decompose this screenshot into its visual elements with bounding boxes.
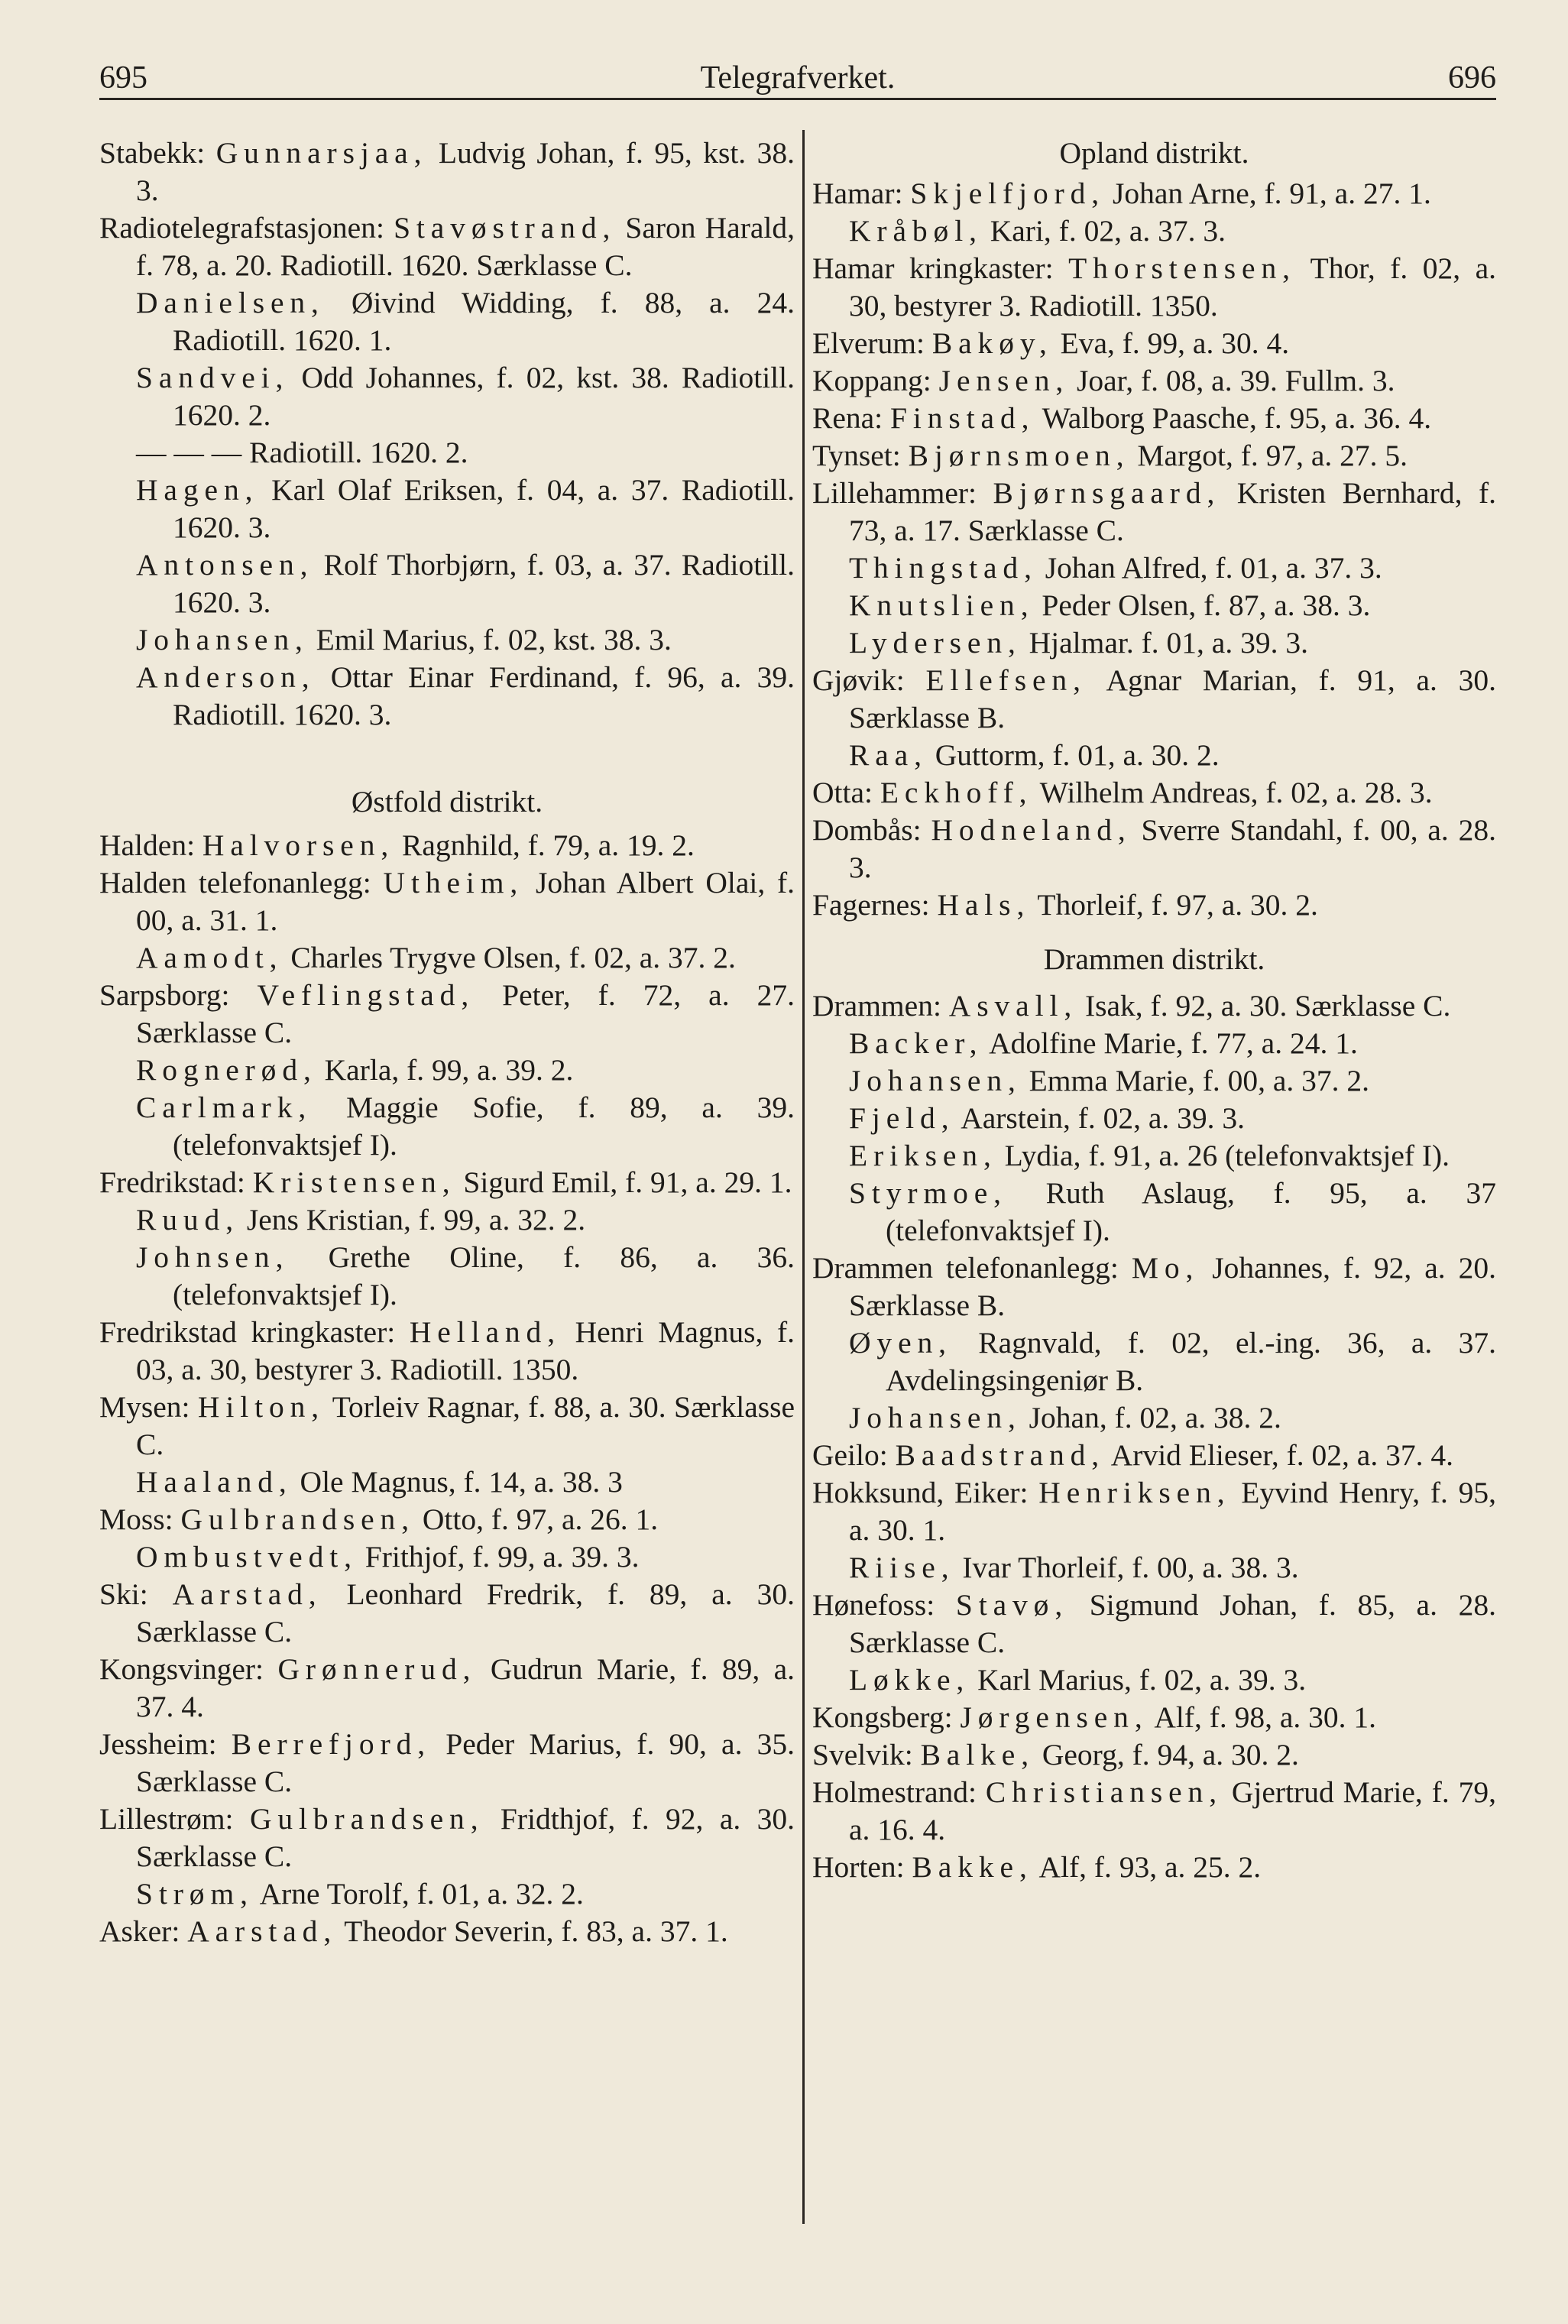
entry-details: Eva, f. 99, a. 30. 4.: [1060, 326, 1290, 360]
entry: [99, 1463, 795, 1501]
entry: [812, 1699, 1496, 1736]
entry-surname: Øyen,: [849, 1326, 952, 1360]
header-rule: [99, 98, 1496, 100]
entry-details: Rolf Thorbjørn, f. 03, a. 37. Radiotill. 1620. 3.: [173, 548, 795, 619]
entry-place: Halden:: [99, 828, 196, 862]
entry: [812, 325, 1496, 362]
entry: [812, 737, 1496, 774]
entry-surname: Strøm,: [136, 1877, 254, 1911]
entry-place: Hamar kringkaster:: [812, 251, 1054, 285]
entry-place: Moss:: [99, 1502, 173, 1536]
entry-details: Margot, f. 97, a. 27. 5.: [1137, 439, 1408, 472]
entry-place: Hokksund, Eiker:: [812, 1476, 1029, 1509]
entry-details: Ludvig Johan, f. 95, kst. 38. 3.: [136, 136, 795, 207]
entry-place: Otta:: [812, 776, 873, 809]
entry: [812, 1399, 1496, 1437]
entry-surname: Gulbrandsen,: [180, 1502, 415, 1536]
entry-surname: Aamodt,: [136, 941, 283, 974]
entry-place: Jessheim:: [99, 1727, 217, 1761]
entry-details: Sverre Standahl, f. 00, a. 28. 3.: [849, 813, 1496, 884]
entry-place: Rena:: [812, 401, 883, 435]
entry: [812, 1549, 1496, 1587]
entry: [812, 987, 1496, 1025]
entry: [99, 864, 795, 939]
entry-details: Gjertrud Marie, f. 79, a. 16. 4.: [849, 1775, 1496, 1846]
entry-surname: Bjørnsmoen,: [908, 439, 1130, 472]
entry: [99, 1089, 795, 1164]
entry-place: Fredrikstad kringkaster:: [99, 1315, 396, 1349]
entry: [99, 1239, 795, 1314]
entry-surname: Løkke,: [849, 1663, 970, 1697]
entry-surname: Halvorsen,: [202, 828, 395, 862]
entry-details: Johan Albert Olai, f. 00, a. 31. 1.: [136, 866, 795, 937]
entry-details: Johan, f. 02, a. 38. 2.: [1029, 1401, 1281, 1434]
entry-details: Leonhard Fredrik, f. 89, a. 30. Særklasse C.: [136, 1577, 795, 1648]
entry-details: Hjalmar. f. 01, a. 39. 3.: [1029, 626, 1308, 660]
entry-details: Georg, f. 94, a. 30. 2.: [1042, 1738, 1299, 1771]
entry-details: Kari, f. 02, a. 37. 3.: [990, 214, 1226, 248]
entry-surname: Gunnarsjaa,: [215, 136, 428, 170]
entry-details: Lydia, f. 91, a. 26 (telefonvaktsjef I).: [1004, 1139, 1450, 1172]
entry-surname: Anderson,: [136, 660, 316, 694]
entry-surname: Lydersen,: [849, 626, 1022, 660]
entry-details: Ragnvald, f. 02, el.-ing. 36, a. 37. Avdelingsingeniør B.: [886, 1326, 1496, 1397]
entry-surname: Johansen,: [849, 1064, 1022, 1097]
section-heading-opland: Opland distrikt.: [1059, 136, 1249, 170]
entry-surname: Gulbrandsen,: [249, 1802, 484, 1836]
entry: [99, 1501, 795, 1538]
entry-surname: Aarstad,: [172, 1577, 322, 1611]
entry-surname: Asvall,: [948, 989, 1078, 1023]
entry-surname: Bjørnsgaard,: [993, 476, 1221, 510]
entry: [812, 1661, 1496, 1699]
entry-surname: Balke,: [920, 1738, 1035, 1771]
entry-details: Ragnhild, f. 79, a. 19. 2.: [402, 828, 695, 862]
entry-surname: Utheim,: [383, 866, 524, 899]
entry-details: Agnar Marian, f. 91, a. 30. Særklasse B.: [849, 663, 1497, 734]
entry: [99, 1801, 795, 1875]
entry-surname: Haaland,: [136, 1465, 293, 1499]
entry-surname: Stavøstrand,: [394, 211, 617, 245]
entry: [99, 135, 795, 209]
entry-place: Drammen:: [812, 989, 941, 1023]
entry-details: Thorleif, f. 97, a. 30. 2.: [1037, 888, 1318, 922]
entry-details: Ottar Einar Ferdinand, f. 96, a. 39. Radiotill. 1620. 3.: [173, 660, 795, 731]
entry-details: Øivind Widding, f. 88, a. 24. Radiotill. 1620. 1.: [173, 286, 795, 357]
entry-details: Emil Marius, f. 02, kst. 38. 3.: [316, 623, 672, 656]
entry: [99, 1875, 795, 1913]
entry-details: Alf, f. 93, a. 25. 2.: [1038, 1850, 1262, 1884]
entry: [99, 827, 795, 864]
entry-place: Fredrikstad:: [99, 1165, 245, 1199]
entry-surname: Ruud,: [136, 1203, 239, 1237]
entry-details: Charles Trygve Olsen, f. 02, a. 37. 2.: [290, 941, 736, 974]
entry-details: Karl Olaf Eriksen, f. 04, a. 37. Radiotill. 1620. 3.: [173, 473, 795, 544]
entry-place: Kongsberg:: [812, 1700, 953, 1734]
entry-place: Dombås:: [812, 813, 922, 847]
entry-surname: Fjeld,: [849, 1101, 955, 1135]
entry-details: Otto, f. 97, a. 26. 1.: [422, 1502, 659, 1536]
entry-surname: Mo,: [1131, 1251, 1200, 1285]
entry: [99, 359, 795, 434]
entry: [812, 1324, 1496, 1399]
entry-surname: Backer,: [849, 1026, 983, 1060]
entry: [99, 1913, 795, 1950]
entry-details: Johan Arne, f. 91, a. 27. 1.: [1112, 177, 1431, 210]
entry-place: Tynset:: [812, 439, 901, 472]
entry-place: Hønefoss:: [812, 1588, 935, 1622]
entry: [812, 1137, 1496, 1175]
entry-details: Jens Kristian, f. 99, a. 32. 2.: [246, 1203, 586, 1237]
entry-surname: Knutslien,: [849, 588, 1035, 622]
entry-details: Johan Alfred, f. 01, a. 37. 3.: [1045, 551, 1382, 585]
entry-details: Joar, f. 08, a. 39. Fullm. 3.: [1077, 364, 1395, 397]
entry-place: Geilo:: [812, 1438, 888, 1472]
entry-surname: Jensen,: [938, 364, 1070, 397]
entry: [99, 472, 795, 546]
entry-place: Halden telefonanlegg:: [99, 866, 371, 899]
entry: [99, 284, 795, 359]
entry-surname: Berrefjord,: [231, 1727, 432, 1761]
entry: [99, 1164, 795, 1201]
entry-details: Theodor Severin, f. 83, a. 37. 1.: [344, 1914, 728, 1948]
entry: [812, 475, 1496, 549]
entry-surname: Styrmoe,: [849, 1176, 1007, 1210]
entry-details: Karla, f. 99, a. 39. 2.: [324, 1053, 574, 1087]
entry-details: Odd Johannes, f. 02, kst. 38. Radiotill. 1620. 2.: [173, 361, 795, 432]
entry: [812, 1175, 1496, 1250]
entry-surname: Baadstrand,: [895, 1438, 1106, 1472]
entry-details: Peter, f. 72, a. 27. Særklasse C.: [136, 978, 795, 1049]
entry-surname: Helland,: [409, 1315, 561, 1349]
entry: [812, 437, 1496, 475]
section-heading-drammen: Drammen distrikt.: [1043, 942, 1265, 976]
entry-place: Horten:: [812, 1850, 905, 1884]
entry: [99, 939, 795, 977]
entry-surname: Johnsen,: [136, 1240, 290, 1274]
entry-details: Thor, f. 02, a. 30, bestyrer 3. Radiotill. 1350.: [849, 251, 1497, 323]
entry-place: Hamar:: [812, 177, 903, 210]
entry: [99, 1726, 795, 1801]
page-number-right: 696: [1448, 60, 1496, 96]
entry-surname: Sandvei,: [136, 361, 290, 394]
entry: [812, 624, 1496, 662]
entry-details: Arne Torolf, f. 01, a. 32. 2.: [259, 1877, 584, 1911]
entry-place: Lillehammer:: [812, 476, 977, 510]
entry: [812, 1736, 1496, 1774]
entry: [99, 1201, 795, 1239]
entry: [99, 546, 795, 621]
entry: [812, 1100, 1496, 1137]
entry-place: Kongsvinger:: [99, 1652, 264, 1686]
entry-place: Gjøvik:: [812, 663, 905, 697]
entry-details: Peder Marius, f. 90, a. 35. Særklasse C.: [136, 1727, 795, 1798]
entry-surname: Christiansen,: [985, 1775, 1223, 1809]
entry-place: Ski:: [99, 1577, 148, 1611]
page-number-left: 695: [99, 60, 147, 96]
entry: [812, 400, 1496, 437]
entry: [812, 1774, 1496, 1849]
entry-place: Sarpsborg:: [99, 978, 230, 1012]
entry: [99, 1576, 795, 1651]
entry: [812, 774, 1496, 812]
entry-place: Holmestrand:: [812, 1775, 977, 1809]
entry-surname: Johansen,: [136, 623, 309, 656]
entry-details: Sigurd Emil, f. 91, a. 29. 1.: [463, 1165, 792, 1199]
entry-details: Radiotill. 1620. 2.: [249, 436, 468, 469]
entry-surname: Johansen,: [849, 1401, 1022, 1434]
entry-place: Fagernes:: [812, 888, 930, 922]
entry-details: Guttorm, f. 01, a. 30. 2.: [935, 738, 1220, 772]
entry: [812, 1849, 1496, 1886]
entry: [812, 587, 1496, 624]
entry-surname: Grønnerud,: [277, 1652, 477, 1686]
entry-surname: Aarstad,: [187, 1914, 338, 1948]
entry-details: Ruth Aslaug, f. 95, a. 37 (telefonvaktsjef I).: [886, 1176, 1497, 1247]
entry-details: Sigmund Johan, f. 85, a. 28. Særklasse C.: [849, 1588, 1496, 1659]
section-heading-ostfold: Østfold distrikt.: [351, 785, 543, 818]
entry-surname: Thingstad,: [849, 551, 1038, 585]
entry-details: Walborg Paasche, f. 95, a. 36. 4.: [1042, 401, 1432, 435]
entry: [812, 662, 1496, 737]
entry: [812, 1062, 1496, 1100]
entry-place: Asker:: [99, 1914, 180, 1948]
entry-details: Emma Marie, f. 00, a. 37. 2.: [1029, 1064, 1370, 1097]
entry-surname: Stavø,: [955, 1588, 1069, 1622]
entry-details: Ivar Thorleif, f. 00, a. 38. 3.: [962, 1551, 1299, 1584]
entry-surname: Hilton,: [197, 1390, 326, 1424]
entry-surname: Eckhoff,: [880, 776, 1033, 809]
entry-surname: Antonsen,: [136, 548, 314, 582]
left-column: [99, 135, 795, 1950]
entry-surname: Rognerød,: [136, 1053, 317, 1087]
entry-details: Wilhelm Andreas, f. 02, a. 28. 3.: [1039, 776, 1433, 809]
entry-surname: Bakøy,: [931, 326, 1053, 360]
entry-details: Henri Magnus, f. 03, a. 30, bestyrer 3. Radiotill. 1350.: [136, 1315, 795, 1386]
entry: [99, 434, 795, 472]
entry-details: Aarstein, f. 02, a. 39. 3.: [961, 1101, 1246, 1135]
entry: [812, 1250, 1496, 1324]
entry: [99, 1651, 795, 1726]
entry: [99, 1314, 795, 1389]
entry: [99, 1538, 795, 1576]
entry-details: Maggie Sofie, f. 89, a. 39. (telefonvaktsjef I).: [173, 1091, 795, 1162]
entry-surname: Hals,: [937, 888, 1031, 922]
entry-surname: Riise,: [849, 1551, 955, 1584]
entry-place: Mysen:: [99, 1390, 190, 1424]
entry: [812, 1587, 1496, 1661]
entry-place: Radiotelegrafstasjonen:: [99, 211, 384, 245]
entry-surname: Finstad,: [890, 401, 1035, 435]
entry-surname: Hagen,: [136, 473, 259, 507]
entry: [812, 549, 1496, 587]
entry-surname: Hodneland,: [931, 813, 1132, 847]
entry-surname: Ombustvedt,: [136, 1540, 358, 1574]
entry: [99, 1389, 795, 1463]
entry-details: Adolfine Marie, f. 77, a. 24. 1.: [989, 1026, 1358, 1060]
entry-details: Gudrun Marie, f. 89, a. 37. 4.: [136, 1652, 795, 1723]
entry-details: Arvid Elieser, f. 02, a. 37. 4.: [1110, 1438, 1453, 1472]
entry-details: Frithjof, f. 99, a. 39. 3.: [364, 1540, 640, 1574]
entry-place: Koppang:: [812, 364, 931, 397]
entry-ditto-dash: — — —: [136, 436, 242, 469]
entry-surname: Carlmark,: [136, 1091, 313, 1124]
entry: [812, 1474, 1496, 1549]
entry-details: Fridthjof, f. 92, a. 30. Særklasse C.: [136, 1802, 795, 1873]
entry-surname: Danielsen,: [136, 286, 325, 319]
entry-surname: Ellefsen,: [925, 663, 1087, 697]
entry-place: Drammen telefonanlegg:: [812, 1251, 1119, 1285]
entry-details: Saron Harald, f. 78, a. 20. Radiotill. 1620. Særklasse C.: [136, 211, 795, 282]
entry-details: Ole Magnus, f. 14, a. 38. 3: [300, 1465, 623, 1499]
entry-details: Johannes, f. 92, a. 20. Særklasse B.: [849, 1251, 1497, 1322]
entry-details: Grethe Oline, f. 86, a. 36. (telefonvaktsjef I).: [173, 1240, 795, 1311]
entry: [812, 250, 1496, 325]
entry-details: Torleiv Ragnar, f. 88, a. 30. Særklasse C.: [136, 1390, 795, 1461]
entry-surname: Eriksen,: [849, 1139, 997, 1172]
entry-surname: Skjelfjord,: [910, 177, 1106, 210]
entry-surname: Kråbøl,: [849, 214, 983, 248]
entry: [99, 977, 795, 1052]
entry: [99, 621, 795, 659]
entry-details: Karl Marius, f. 02, a. 39. 3.: [977, 1663, 1307, 1697]
entry: [812, 362, 1496, 400]
entry: [812, 212, 1496, 250]
entry-details: Alf, f. 98, a. 30. 1.: [1154, 1700, 1377, 1734]
entry-surname: Raa,: [849, 738, 928, 772]
entry-place: Lillestrøm:: [99, 1802, 234, 1836]
entry-surname: Kristensen,: [252, 1165, 456, 1199]
right-column: [812, 135, 1496, 1886]
entry-surname: Jørgensen,: [960, 1700, 1148, 1734]
entry: [812, 886, 1496, 924]
entry: [812, 1025, 1496, 1062]
entry-surname: Bakke,: [912, 1850, 1033, 1884]
entry-surname: Henriksen,: [1038, 1476, 1231, 1509]
column-divider: [802, 130, 805, 2224]
entry-place: Elverum:: [812, 326, 925, 360]
entry: [99, 209, 795, 284]
entry: [812, 812, 1496, 886]
entry-surname: Veflingstad,: [257, 978, 475, 1012]
entry-details: Peder Olsen, f. 87, a. 38. 3.: [1042, 588, 1371, 622]
entry: [99, 1052, 795, 1089]
entry-place: Svelvik:: [812, 1738, 913, 1771]
entry-details: Eyvind Henry, f. 95, a. 30. 1.: [849, 1476, 1497, 1547]
running-title: Telegrafverket.: [700, 60, 896, 96]
entry: [812, 1437, 1496, 1474]
entry: [99, 659, 795, 734]
entry-details: Isak, f. 92, a. 30. Særklasse C.: [1084, 989, 1451, 1023]
entry-details: Kristen Bernhard, f. 73, a. 17. Særklasse C.: [849, 476, 1497, 547]
entry-surname: Thorstensen,: [1068, 251, 1296, 285]
entry: [812, 175, 1496, 212]
entry-place: Stabekk:: [99, 136, 206, 170]
